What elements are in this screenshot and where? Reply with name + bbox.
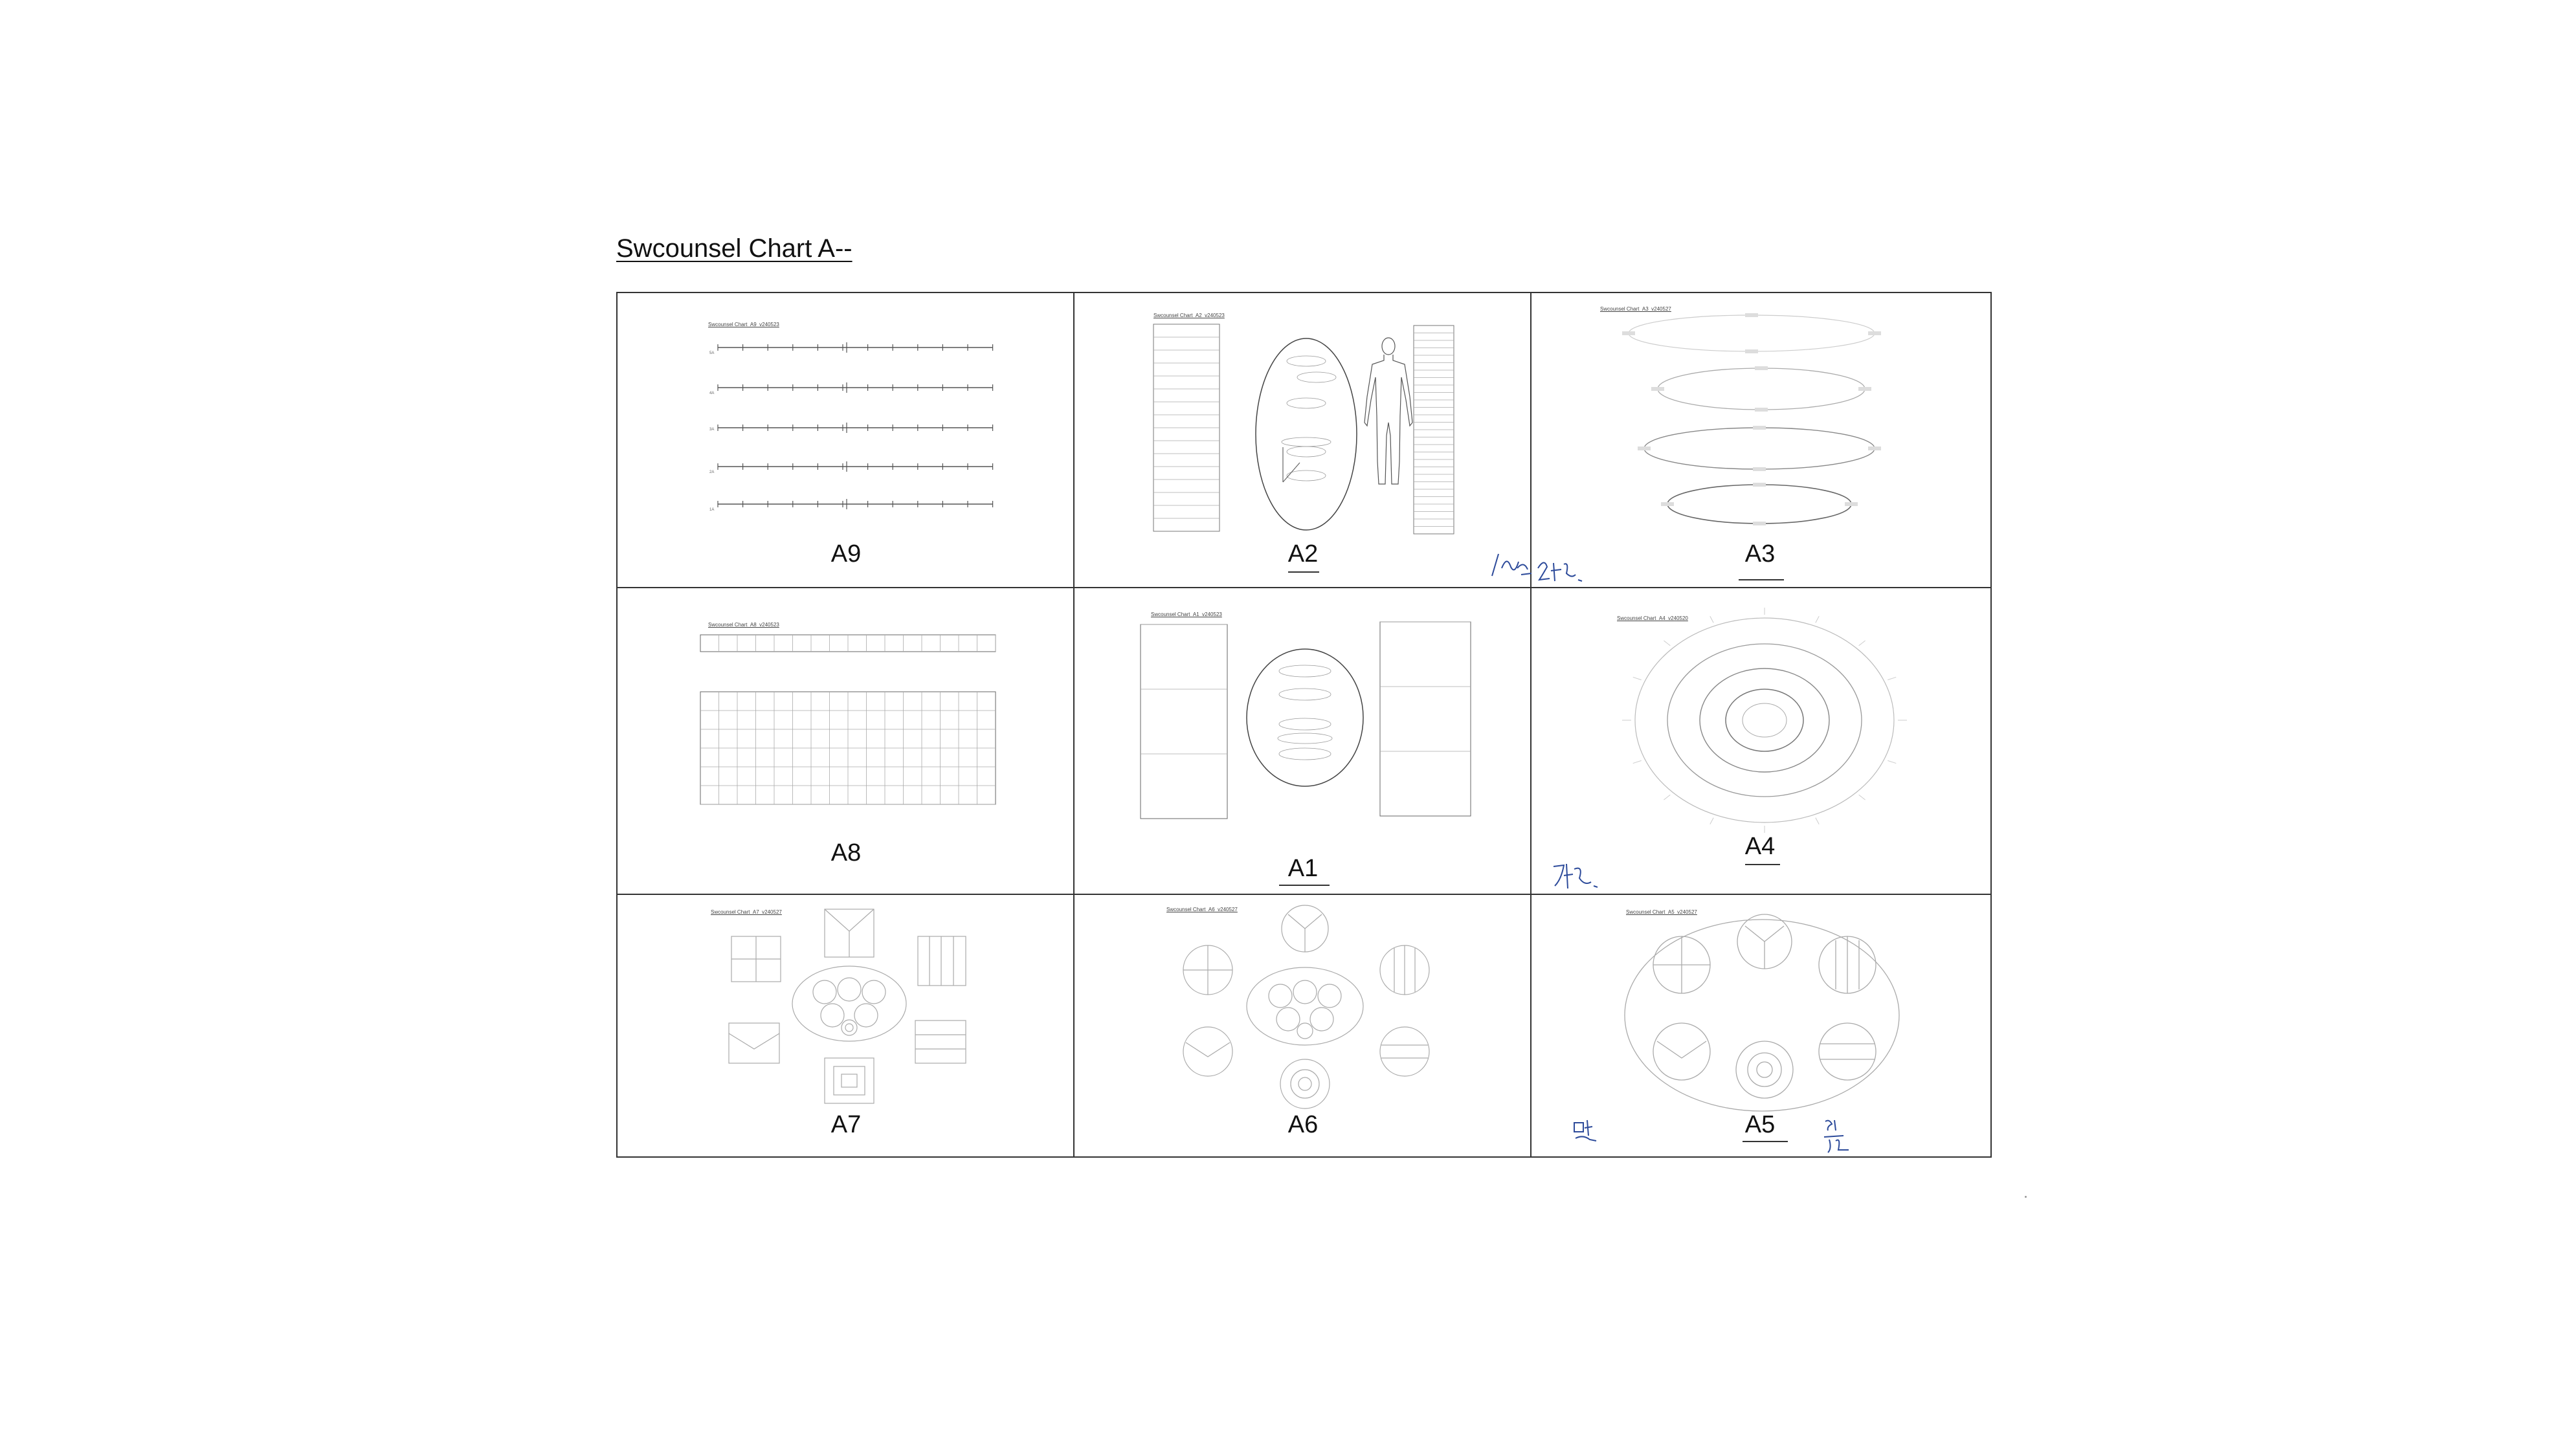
mini-title-a6: Swcounsel Chart_A6_v240527 (1166, 907, 1238, 912)
cell-a2[interactable] (1075, 293, 1532, 588)
mini-title-a9: Swcounsel Chart_A9_v240523 (708, 322, 779, 327)
cell-a8[interactable] (618, 588, 1075, 895)
underline-a3 (1739, 579, 1784, 580)
cell-label-a6: A6 (1287, 1111, 1319, 1138)
page-title: Swcounsel Chart A-- (616, 234, 852, 263)
chart-grid (616, 292, 1992, 1158)
mini-title-a1: Swcounsel Chart_A1_v240523 (1151, 612, 1222, 617)
cell-label-a5: A5 (1744, 1111, 1776, 1138)
mini-title-a4: Swcounsel Chart_A4_v240520 (1617, 615, 1688, 621)
mini-title-a3: Swcounsel Chart_A3_v240527 (1600, 306, 1671, 312)
cell-label-a8: A8 (830, 839, 862, 866)
cell-label-a9: A9 (830, 540, 862, 568)
stray-dot (2025, 1196, 2027, 1198)
svg-text:2A: 2A (709, 470, 715, 474)
cell-label-a2: A2 (1287, 540, 1319, 568)
cell-label-a4: A4 (1744, 833, 1776, 860)
underline-a1 (1279, 885, 1330, 886)
cell-label-a1: A1 (1287, 855, 1319, 882)
cell-a7[interactable] (618, 895, 1075, 1156)
mini-title-a7: Swcounsel Chart_A7_v240527 (711, 909, 782, 915)
signature-a4 (1551, 860, 1609, 892)
signature-a2 (1489, 549, 1534, 581)
signature-a3 (1535, 555, 1600, 588)
cell-label-a7: A7 (830, 1111, 862, 1138)
mini-title-a2: Swcounsel Chart_A2_v240523 (1153, 313, 1225, 318)
cell-a4[interactable] (1532, 588, 1992, 895)
underline-a5 (1743, 1141, 1788, 1142)
svg-text:3A: 3A (709, 428, 715, 432)
a1-ellipse-diagram (1075, 588, 1532, 895)
svg-text:4A: 4A (709, 392, 715, 395)
cell-a5[interactable] (1532, 895, 1992, 1156)
signature-a5-left (1570, 1116, 1609, 1149)
cell-a9[interactable] (618, 293, 1075, 588)
svg-text:1A: 1A (709, 508, 715, 512)
cell-a6[interactable] (1075, 895, 1532, 1156)
mini-title-a5: Swcounsel Chart_A5_v240527 (1626, 909, 1697, 915)
svg-text:5A: 5A (709, 351, 715, 355)
signature-a5-right (1819, 1118, 1864, 1156)
cell-a1[interactable] (1075, 588, 1532, 895)
cell-label-a3: A3 (1744, 540, 1776, 568)
underline-a4 (1745, 864, 1780, 865)
underline-a2 (1288, 571, 1319, 573)
mini-title-a8: Swcounsel Chart_A8_v240523 (708, 622, 779, 628)
cell-a3[interactable] (1532, 293, 1992, 588)
